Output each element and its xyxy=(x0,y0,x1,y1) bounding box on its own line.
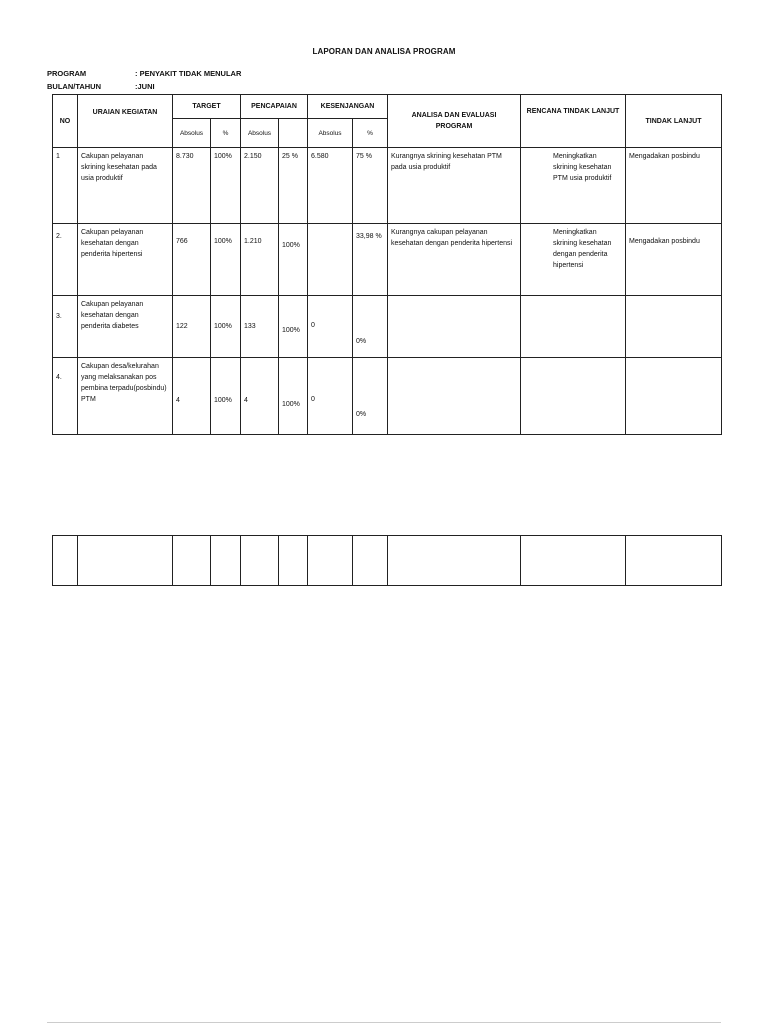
empty-cell xyxy=(241,536,279,586)
row-target-abs-text: 4 xyxy=(176,397,180,404)
row-kesenjangan-abs xyxy=(308,224,353,296)
row-rencana: Meningkatkan skrining kesehatan dengan penderita hipertensi xyxy=(521,224,626,296)
row-target-abs: 8.730 xyxy=(173,148,211,224)
header-rencana: RENCANA TINDAK LANJUT xyxy=(521,95,626,148)
row-pencapaian-abs xyxy=(241,296,279,358)
empty-cell xyxy=(279,536,308,586)
empty-cell xyxy=(353,536,388,586)
row-tindak xyxy=(626,358,722,435)
row-kesenjangan-pct-text: 0% xyxy=(356,411,367,418)
row-uraian: Cakupan pelayanan kesehatan dengan penderita diabetes xyxy=(78,296,173,358)
row-target-abs-text: 766 xyxy=(176,238,188,245)
row-kesenjangan-abs-text: 0 xyxy=(311,322,315,329)
period-value: :JUNI xyxy=(135,82,155,91)
report-table xyxy=(52,94,722,435)
row-kesenjangan-pct xyxy=(353,296,388,358)
header-pencapaian-abs: Absolus xyxy=(241,119,279,148)
header-no: NO xyxy=(53,95,78,148)
row-tindak-text: Mengadakan posbindu xyxy=(629,238,700,245)
row-target-pct xyxy=(211,358,241,435)
row-pencapaian-abs xyxy=(241,224,279,296)
row-analisa: Kurangnya cakupan pelayanan kesehatan dengan penderita hipertensi xyxy=(388,224,521,296)
empty-cell xyxy=(78,536,173,586)
row-analisa: Kurangnya skrining kesehatan PTM pada usia produktif xyxy=(388,148,521,224)
empty-cell xyxy=(173,536,211,586)
row-uraian: Cakupan desa/kelurahan yang melaksanakan pos pembina terpadu(posbindu) PTM xyxy=(78,358,173,435)
row-no-text: 4. xyxy=(56,374,62,381)
row-tindak: Mengadakan posbindu xyxy=(626,148,722,224)
row-analisa xyxy=(388,296,521,358)
row-target-abs-text: 122 xyxy=(176,323,188,330)
row-target-pct-text: 100% xyxy=(214,323,232,330)
header-analisa: ANALISA DAN EVALUASI PROGRAM xyxy=(388,95,521,148)
row-pencapaian-pct xyxy=(279,224,308,296)
row-target-abs xyxy=(173,358,211,435)
row-uraian: Cakupan pelayanan kesehatan dengan penderita hipertensi xyxy=(78,224,173,296)
row-no xyxy=(53,224,78,296)
header-kesenjangan: KESENJANGAN xyxy=(308,95,388,119)
row-pencapaian-pct-text: 100% xyxy=(282,401,300,408)
header-target-pct: % xyxy=(211,119,241,148)
report-title: LAPORAN DAN ANALISA PROGRAM xyxy=(312,47,456,56)
row-pencapaian-pct: 25 % xyxy=(279,148,308,224)
row-no-text: 2. xyxy=(56,233,62,240)
row-pencapaian-abs-text: 4 xyxy=(244,397,248,404)
empty-table xyxy=(52,535,722,586)
header-uraian: URAIAN KEGIATAN xyxy=(78,95,173,148)
program-label: PROGRAM xyxy=(47,69,87,78)
row-kesenjangan-abs xyxy=(308,296,353,358)
row-target-pct-text: 100% xyxy=(214,397,232,404)
empty-cell xyxy=(211,536,241,586)
header-pencapaian: PENCAPAIAN xyxy=(241,95,308,119)
header-kesenjangan-pct: % xyxy=(353,119,388,148)
row-pencapaian-abs-text: 133 xyxy=(244,323,256,330)
header-tindak: TINDAK LANJUT xyxy=(626,95,722,148)
row-rencana: Meningkatkan skrining kesehatan PTM usia produktif xyxy=(521,148,626,224)
row-pencapaian-abs-text: 1.210 xyxy=(244,238,262,245)
empty-cell xyxy=(308,536,353,586)
row-pencapaian-pct xyxy=(279,296,308,358)
header-kesenjangan-abs: Absolus xyxy=(308,119,353,148)
table-row xyxy=(53,224,722,296)
period-label: BULAN/TAHUN xyxy=(47,82,102,91)
row-rencana xyxy=(521,296,626,358)
row-kesenjangan-abs: 6.580 xyxy=(308,148,353,224)
row-target-pct xyxy=(211,296,241,358)
row-kesenjangan-abs xyxy=(308,358,353,435)
row-analisa xyxy=(388,358,521,435)
header-row xyxy=(53,95,722,119)
row-kesenjangan-pct: 75 % xyxy=(353,148,388,224)
row-tindak xyxy=(626,296,722,358)
table-row xyxy=(53,148,722,224)
row-pencapaian-pct-text: 100% xyxy=(282,242,300,249)
empty-cell xyxy=(521,536,626,586)
row-uraian: Cakupan pelayanan skrining kesehatan pada usia produktif xyxy=(78,148,173,224)
page-divider xyxy=(47,1022,721,1023)
header-pencapaian-pct xyxy=(279,119,308,148)
row-kesenjangan-pct xyxy=(353,224,388,296)
row-target-pct-text: 100% xyxy=(214,238,232,245)
row-tindak xyxy=(626,224,722,296)
row-kesenjangan-pct xyxy=(353,358,388,435)
program-line xyxy=(47,69,241,78)
row-no xyxy=(53,358,78,435)
row-target-pct xyxy=(211,224,241,296)
row-kesenjangan-abs-text: 0 xyxy=(311,396,315,403)
header-target: TARGET xyxy=(173,95,241,119)
row-no xyxy=(53,296,78,358)
row-kesenjangan-pct-text: 33,98 % xyxy=(356,233,382,240)
header-target-abs: Absolus xyxy=(173,119,211,148)
period-line xyxy=(47,82,155,91)
table-row xyxy=(53,296,722,358)
row-pencapaian-abs xyxy=(241,358,279,435)
table-row xyxy=(53,358,722,435)
row-pencapaian-abs: 2.150 xyxy=(241,148,279,224)
row-target-abs xyxy=(173,224,211,296)
empty-cell xyxy=(53,536,78,586)
row-rencana xyxy=(521,358,626,435)
program-value: : PENYAKIT TIDAK MENULAR xyxy=(135,69,242,78)
row-pencapaian-pct xyxy=(279,358,308,435)
empty-row xyxy=(53,536,722,586)
row-no: 1 xyxy=(53,148,78,224)
row-target-abs xyxy=(173,296,211,358)
empty-cell xyxy=(388,536,521,586)
empty-cell xyxy=(626,536,722,586)
row-kesenjangan-pct-text: 0% xyxy=(356,338,367,345)
row-target-pct: 100% xyxy=(211,148,241,224)
row-pencapaian-pct-text: 100% xyxy=(282,327,300,334)
row-no-text: 3. xyxy=(56,313,62,320)
